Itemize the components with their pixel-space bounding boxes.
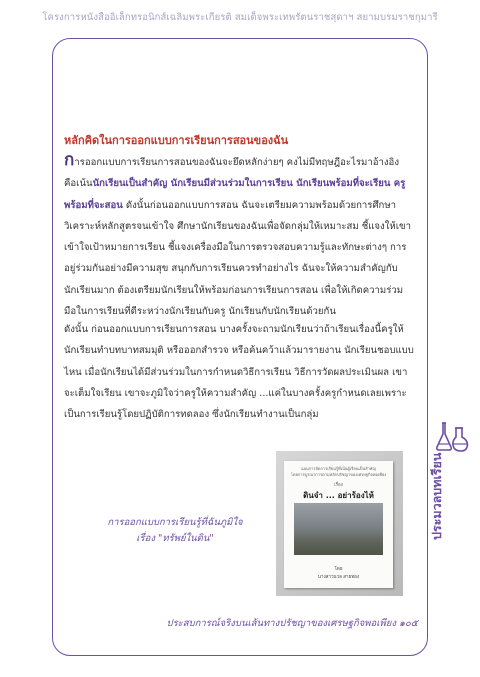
book-author: นางสาวนวล สายทอง xyxy=(317,575,360,580)
sidebar-label: ประมวลบทเรียน xyxy=(429,452,444,540)
paragraph-1-text-a: ารออกแบบการเรียนการสอนของฉันจะยึดหลักง่ายๆ คงไม่มีทฤษฎีอะไรมาอ้างอิง คือเน้น xyxy=(64,157,400,190)
paragraph-1 xyxy=(64,150,414,322)
paragraph-2 xyxy=(64,319,414,425)
paragraph-1-highlight: นักเรียนเป็นสำคัญ นักเรียนมีส่วนร่วมในการเรียน นักเรียนพร้อมที่จะเรียน ครูพร้อมที่จะสอน xyxy=(64,178,406,211)
drop-cap: ก xyxy=(64,150,75,170)
book-title: ดินจ๋า ... อย่าร้องไห้ xyxy=(303,491,374,500)
book-line-3: เรื่อง xyxy=(334,483,343,488)
paragraph-1-text-b: ดังนั้นก่อนออกแบบการสอน ฉันจะเตรียมความพร้อมด้วยการศึกษาวิเคราะห์หลักสูตรจนเข้าใจ ศึกษานักเรียนของฉันเพื่อจัดกลุ่มให้เหมาะสม ชี้แจงให้เขาเข้าใจเป้าหมายการเรียน ชี้แจงเครื่องมือในการตรวจสอบความรู้และทักษะต่างๆ การอยู่ร่วมกันอย่างมีความสุข สนุกกับการเรียนควรทำอย่างไร ฉันจะให้ความสำคัญกับนักเรียนมาก ต้องเตรียมนักเรียนให้พร้อมก่อนการเรียนการสอน เพื่อให้เกิดความร่วมมือในการเรียนที่ดีระหว่างนักเรียนกับครู นักเรียนกับนักเรียนด้วยกัน xyxy=(64,199,411,318)
paragraph-2-text: ดังนั้น ก่อนออกแบบการเรียนการสอน บางครั้งจะถามนักเรียนว่าถ้าเรียนเรื่องนี้ครูให้นักเรียนทำบทบาทสมมุติ หรือออกสำรวจ หรือค้นคว้าแล้วมารายงาน นักเรียนชอบแบบไหน เมื่อนักเรียนได้มีส่วนร่วมในการกำหนดวิธีการเรียน วิธีการวัดผลประเมินผล เขาจะเต็มใจเรียน เขาจะภูมิใจว่าครูให้ความสำคัญ ...แค่ในบางครั้งครูกำหนดเลยเพราะเป็นการเรียนรู้โดยปฏิบัติการทดลอง ซึ่งนักเรียนทำงานเป็นกลุ่ม xyxy=(64,324,414,421)
book-cover xyxy=(284,461,393,588)
figure-caption-line-2: เรื่อง "ทรัพย์ในดิน" xyxy=(136,533,214,544)
book-line-2: โดยการบูรณาการตามหลักปรัชญาของเศรษฐกิจพอเพียง xyxy=(290,472,387,477)
figure-caption-line-1: การออกแบบการเรียนรู้ที่ฉันภูมิใจ xyxy=(107,517,243,528)
book-by: โดย xyxy=(334,567,343,572)
page-footer: ประสบการณ์จริงบนเส้นทางปรัชญาของเศรษฐกิจพอเพียง ๑๐๕ xyxy=(166,618,418,629)
page-header: โครงการหนังสืออิเล็กทรอนิกส์เฉลิมพระเกียรติ สมเด็จพระเทพรัตนราชสุดาฯ สยามบรมราชกุมารี xyxy=(42,12,438,23)
book-cover-photo xyxy=(294,503,383,555)
section-heading: หลักคิดในการออกแบบการเรียนการสอนของฉัน xyxy=(64,134,289,147)
book-line-1: แผนการจัดการเรียนรู้ที่เน้นผู้เรียนเป็นสำคัญ xyxy=(301,466,376,471)
lab-flask-icon xyxy=(435,420,469,452)
